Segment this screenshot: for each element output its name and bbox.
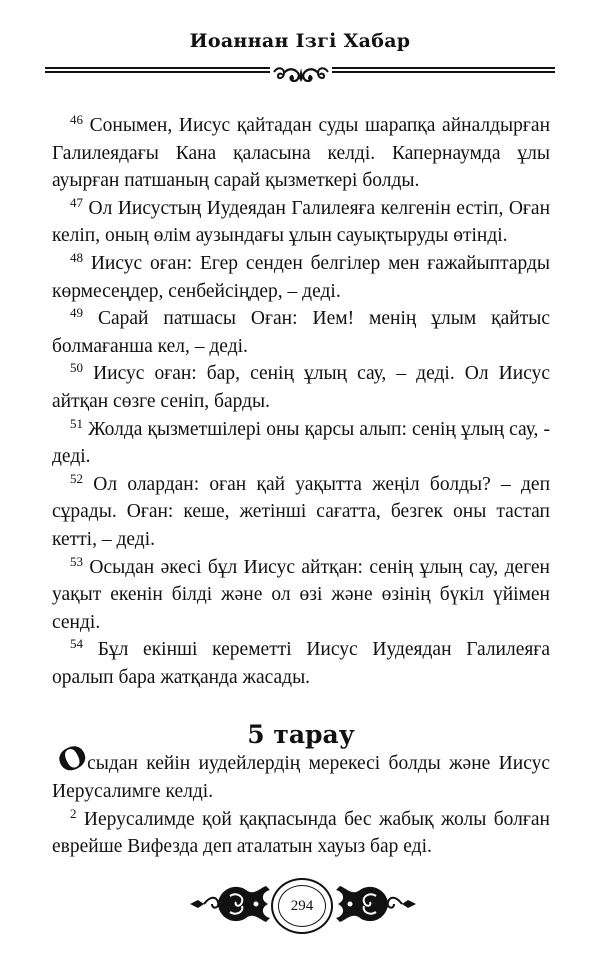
verse-number: 53 xyxy=(70,553,83,569)
drop-cap: О xyxy=(52,738,94,782)
flourish-ornament-icon xyxy=(270,64,332,88)
verse-51 xyxy=(52,416,550,471)
verse-54 xyxy=(52,636,550,691)
verse-text: сыдан кейін иудейлердің мерекесі болды және Иисус Иерусалимге келді. xyxy=(52,753,550,803)
verse-number: 51 xyxy=(70,415,83,431)
verse-text: Иерусалимде қой қақпасында бес жабық жолы болған еврейше Вифезда деп аталатын хауыз бар еді. xyxy=(52,808,550,858)
running-title: Иоаннан Ізгі Хабар xyxy=(189,30,411,52)
verse-text: Ол олардан: оған қай уақытта жеңіл болды? – деп сұрады. Оған: кеше, жетінші сағатта, безгек оны тастап кетті, – деді. xyxy=(52,473,551,550)
verse-text: Иисус оған: Егер сенден белгілер мен ғажайыптарды көрмесеңдер, сенбейсіңдер, – деді. xyxy=(52,252,550,302)
ornament-left-icon xyxy=(190,878,275,930)
verse-52 xyxy=(52,471,550,554)
ornament-right-icon xyxy=(331,878,416,930)
page-number-frame xyxy=(271,878,333,934)
verse-53 xyxy=(52,554,550,637)
verse-text: Сарай патшасы Оған: Ием! менің ұлым қайтыс болмағанша кел, – деді. xyxy=(52,308,550,357)
verse-number: 52 xyxy=(70,470,83,486)
verse-46 xyxy=(52,112,550,195)
verse-text: Иисус оған: бар, сенің ұлың сау, – деді. Ол Иисус айтқан сөзге сеніп, барды. xyxy=(52,363,550,412)
page-footer xyxy=(190,878,410,940)
verse-number: 49 xyxy=(70,305,83,321)
verse-number: 50 xyxy=(70,360,83,376)
page-number: 294 xyxy=(278,885,326,927)
verse-50 xyxy=(52,360,550,415)
verse-2 xyxy=(52,806,550,861)
chapter-heading: 5 тарау xyxy=(247,720,355,750)
verse-number: 54 xyxy=(70,636,83,652)
verse-text: Бұл екінші кереметті Иисус Иудеядан Галилеяға оралып бара жатқанда жасады. xyxy=(52,639,550,688)
verse-48 xyxy=(52,250,550,305)
page-body xyxy=(52,112,550,861)
verse-number: 46 xyxy=(70,112,83,127)
chapter-first-verse xyxy=(52,738,550,805)
verse-number: 2 xyxy=(70,805,77,821)
verse-47 xyxy=(52,195,550,250)
verse-text: Жолда қызметшілері оны қарсы алып: сенің ұлың сау, - деді. xyxy=(52,418,550,468)
verse-text: Сонымен, Иисус қайтадан суды шарапқа айналдырған Галилеядағы Кана қаласына келді. Капернаумда ұлы ауырған патшаның сарай қызметкері болды. xyxy=(52,115,550,192)
verse-text: Ол Иисустың Иудеядан Галилеяға келгенін естіп, Оған келіп, оның өлім аузындағы ұлын сауықтыруды өтінді. xyxy=(52,197,551,247)
verse-text: Осыдан әкесі бұл Иисус айтқан: сенің ұлың сау, деген уақыт екенін білді және ол өзі және өзінің бүкіл үйімен сенді. xyxy=(52,556,550,633)
verse-number: 48 xyxy=(70,249,83,265)
verse-49 xyxy=(52,305,550,360)
verse-number: 47 xyxy=(70,194,83,210)
